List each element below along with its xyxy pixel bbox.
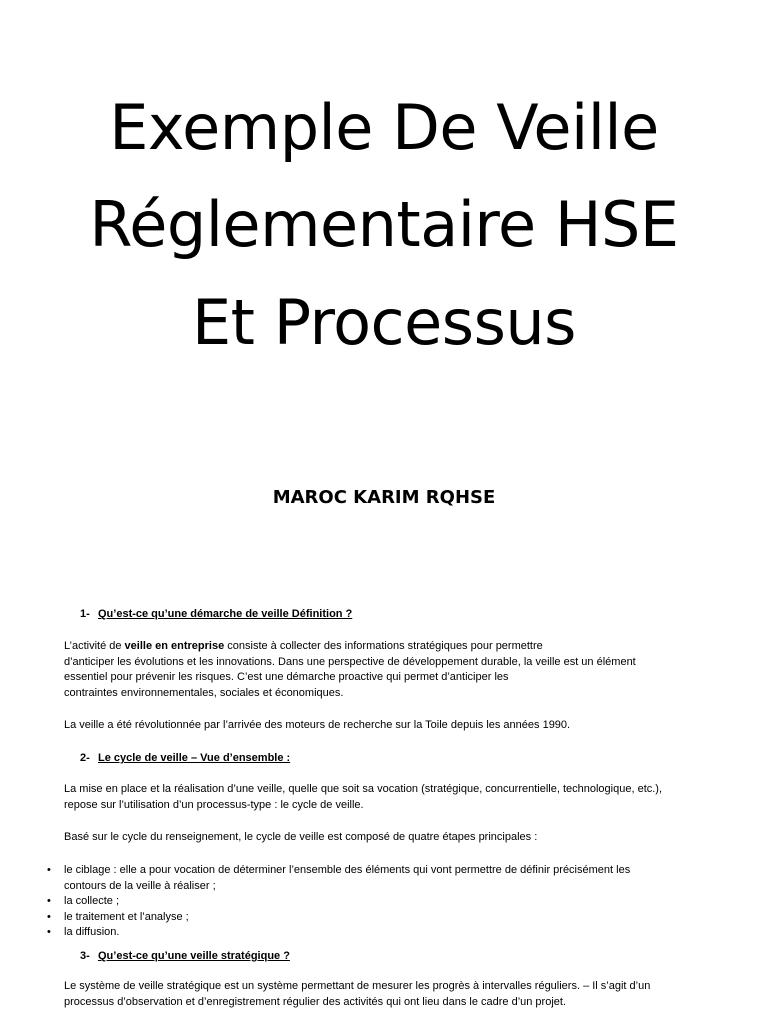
text-run: L’activité de (64, 640, 125, 652)
section-2-paragraph-1 (64, 782, 724, 813)
section-1-heading (80, 608, 352, 620)
list-item-text: la collecte ; (64, 895, 120, 907)
section-2-paragraph-2 (64, 830, 724, 846)
bullet-icon: • (47, 910, 51, 923)
paragraph-line: essentiel pour prévenir les risques. C’est une démarche proactive qui permet d’anticiper les (64, 671, 509, 683)
paragraph-line: Le système de veille stratégique est un système permettant de mesurer les progrès à intervalles réguliers. – Il s’agit d’un (64, 980, 651, 992)
cycle-steps-list (47, 863, 631, 941)
paragraph-line: d’anticiper les évolutions et les innovations. Dans une perspective de développement durable, la veille est un élément (64, 655, 636, 668)
section-1-number: 1- (80, 608, 90, 620)
bullet-icon: • (47, 926, 51, 938)
paragraph-line: La veille a été révolutionnée par l’arrivée des moteurs de recherche sur la Toile depuis les années 1990. (64, 719, 571, 731)
section-3-number: 3- (80, 950, 90, 962)
paragraph-line: La mise en place et la réalisation d’une veille, quelle que soit sa vocation (stratégique, concurrentielle, technologique, etc.), (64, 783, 663, 795)
section-3-heading-text: Qu’est-ce qu’une veille stratégique ? (98, 950, 290, 962)
section-1-heading-text: Qu’est-ce qu’une démarche de veille Définition ? (98, 608, 353, 620)
title-line-2: Réglementaire HSE (89, 188, 679, 261)
section-2-heading-text: Le cycle de veille – Vue d’ensemble : (98, 752, 291, 764)
paragraph-line: processus d’observation et d’enregistrement régulier des activités qui ont lieu dans le cadre d’un projet. (64, 995, 567, 1008)
bullet-icon: • (47, 864, 51, 876)
list-item-text: le ciblage : elle a pour vocation de déterminer l’ensemble des éléments qui vont permettre de définir précisément les (64, 864, 631, 876)
paragraph-line: Basé sur le cycle du renseignement, le cycle de veille est composé de quatre étapes principales : (64, 831, 538, 843)
author-name: MAROC KARIM RQHSE (272, 487, 496, 508)
list-item-text: contours de la veille à réaliser ; (64, 879, 216, 892)
paragraph-line: repose sur l’utilisation d’un processus-type : le cycle de veille. (64, 798, 364, 811)
text-run: consiste à collecter des informations stratégiques pour permettre (224, 640, 543, 652)
bullet-icon: • (47, 895, 51, 907)
bold-term: veille en entreprise (124, 640, 225, 652)
section-2-number: 2- (80, 752, 90, 764)
list-item (47, 925, 630, 941)
list-item (47, 863, 631, 879)
list-item (47, 894, 630, 910)
section-1-paragraph-2 (64, 718, 724, 734)
section-3-paragraph (64, 979, 724, 1010)
list-item (47, 910, 630, 926)
list-item-continuation (64, 879, 630, 895)
section-2-heading (80, 752, 290, 764)
paragraph-line: contraintes environnementales, sociales et économiques. (64, 686, 344, 699)
list-item-text: la diffusion. (64, 926, 120, 938)
section-3-heading (80, 950, 290, 962)
title-line-3: Et Processus (192, 286, 576, 359)
title-line-1: Exemple De Veille (109, 91, 659, 164)
list-item-text: le traitement et l’analyse ; (64, 910, 189, 923)
section-1-paragraph-1 (64, 639, 724, 701)
paragraph-line (64, 639, 724, 655)
